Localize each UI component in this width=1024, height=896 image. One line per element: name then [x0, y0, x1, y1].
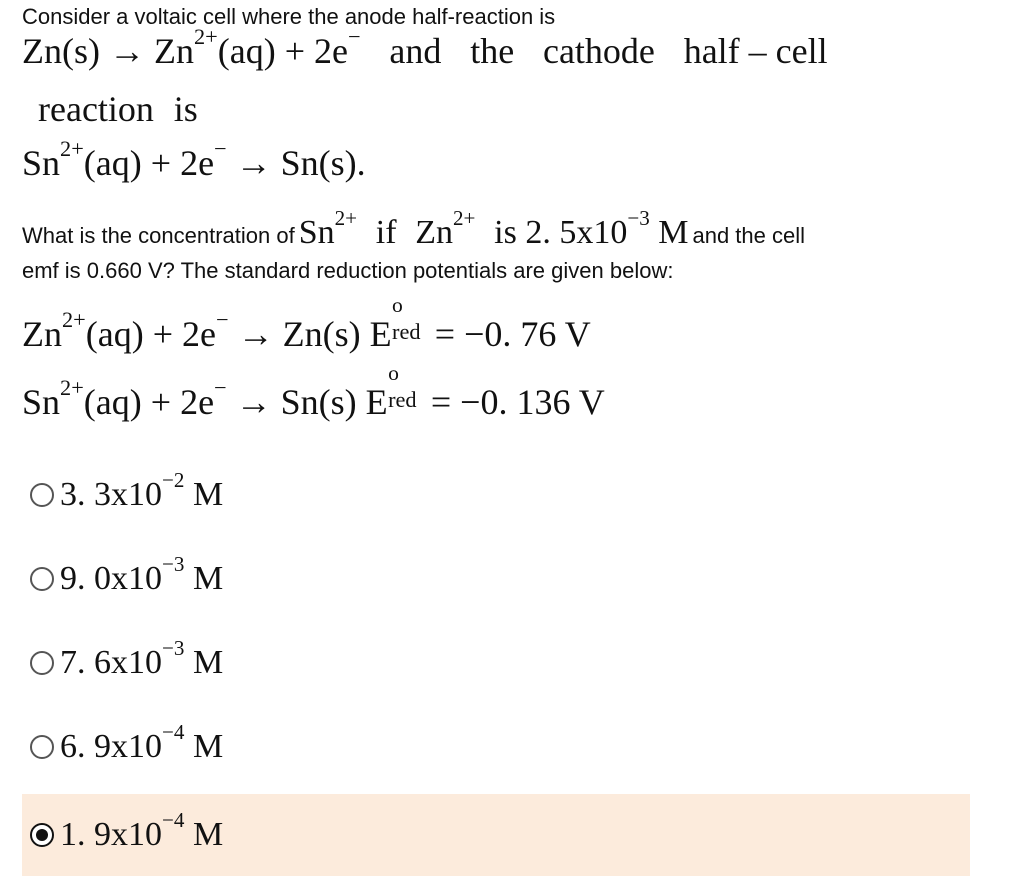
pot-aq: (aq) — [85, 314, 144, 354]
pot-E: E — [369, 314, 392, 354]
word-and: and — [389, 31, 442, 71]
answer-option-label — [60, 808, 224, 854]
option-mantissa: 1. 9x10 — [60, 816, 162, 853]
ask-prefix: What is the concentration of — [22, 223, 295, 248]
pot-standard-mark: o — [392, 293, 403, 318]
answer-option-label — [60, 468, 224, 514]
option-unit: M — [192, 816, 224, 853]
pot-value: −0. 136 V — [460, 382, 605, 422]
pot-solid: Sn(s) — [280, 382, 357, 422]
dash: – — [748, 31, 767, 71]
electrons: 2e — [180, 382, 215, 422]
plus: + — [284, 31, 306, 71]
arrow: → — [235, 143, 272, 183]
ask-unit: M — [658, 214, 689, 251]
plus: + — [150, 382, 172, 422]
word-cathode: cathode — [542, 31, 655, 71]
pot-standard-mark: o — [388, 361, 399, 386]
electrons: 2e — [314, 31, 349, 71]
anode-zn-ion: Zn — [154, 31, 194, 71]
word-is: is — [173, 89, 198, 129]
radio-button[interactable] — [30, 567, 54, 591]
anode-zn: Zn — [22, 31, 62, 71]
pot-solid: Zn(s) — [282, 314, 361, 354]
word-the: the — [470, 31, 515, 71]
electron-charge: − — [216, 307, 229, 333]
option-unit: M — [192, 476, 224, 513]
sn-potential-line — [22, 361, 605, 423]
ask-zn: Zn — [415, 214, 453, 251]
cathode-charge: 2+ — [60, 136, 84, 162]
cathode-aq: (aq) — [83, 143, 142, 183]
equals: = — [430, 382, 452, 422]
zn-potential-line — [22, 293, 591, 355]
answer-option-label — [60, 552, 224, 598]
electron-charge: − — [214, 375, 227, 401]
radio-button-selected[interactable] — [30, 823, 54, 847]
anode-zn-state: (s) — [62, 31, 100, 71]
radio-button[interactable] — [30, 735, 54, 759]
answer-option-label — [60, 636, 224, 682]
anode-aq: (aq) — [217, 31, 276, 71]
option-mantissa: 9. 0x10 — [60, 560, 162, 597]
plus: + — [150, 143, 172, 183]
question-ask-line2: emf is 0.660 V? The standard reduction potentials are given below: — [22, 258, 674, 283]
pot-value: −0. 76 V — [464, 314, 591, 354]
answer-option-1[interactable] — [22, 454, 970, 536]
anode-reaction-line — [22, 24, 828, 72]
option-mantissa: 6. 9x10 — [60, 728, 162, 765]
arrow: → — [109, 31, 145, 71]
ask-if: if — [375, 214, 397, 251]
option-exponent: −4 — [162, 808, 185, 833]
reaction-is-line — [38, 88, 198, 130]
electron-charge: − — [214, 136, 227, 162]
ask-exponent: −3 — [627, 206, 650, 231]
pot-charge: 2+ — [62, 307, 86, 333]
cathode-sn-ion: Sn — [22, 143, 61, 183]
electron-charge: − — [348, 24, 361, 50]
pot-aq: (aq) — [83, 382, 142, 422]
pot-red-sub: red — [392, 319, 421, 345]
anode-charge: 2+ — [194, 24, 218, 50]
pot-red-sub: red — [388, 387, 417, 413]
cathode-reaction-line — [22, 136, 366, 184]
radio-button[interactable] — [30, 651, 54, 675]
answer-option-label — [60, 720, 224, 766]
pot-ion: Zn — [22, 314, 62, 354]
word-reaction: reaction — [38, 89, 154, 129]
ask-suffix: and the cell — [692, 223, 806, 248]
equals: = — [434, 314, 456, 354]
ask-is: is — [494, 214, 517, 251]
option-unit: M — [192, 728, 224, 765]
option-unit: M — [192, 560, 224, 597]
pot-charge: 2+ — [60, 375, 84, 401]
option-exponent: −3 — [162, 636, 185, 661]
ask-zn-charge: 2+ — [453, 206, 476, 231]
electrons: 2e — [180, 143, 215, 183]
electrons: 2e — [182, 314, 217, 354]
word-half: half — [683, 31, 740, 71]
answer-option-3[interactable] — [22, 622, 970, 704]
option-mantissa: 7. 6x10 — [60, 644, 162, 681]
plus: + — [152, 314, 174, 354]
arrow: → — [235, 382, 272, 422]
option-exponent: −3 — [162, 552, 185, 577]
radio-dot — [36, 829, 48, 841]
cathode-sn-solid: Sn(s). — [280, 143, 366, 183]
radio-button[interactable] — [30, 483, 54, 507]
answer-option-2[interactable] — [22, 538, 970, 620]
ask-sn-charge: 2+ — [334, 206, 358, 231]
question-intro: Consider a voltaic cell where the anode half-reaction is — [22, 4, 556, 29]
option-unit: M — [192, 644, 224, 681]
pot-E: E — [365, 382, 388, 422]
option-exponent: −2 — [162, 468, 185, 493]
answer-option-5[interactable] — [22, 794, 970, 876]
ask-value: 2. 5x10 — [525, 214, 628, 251]
pot-ion: Sn — [22, 382, 61, 422]
arrow: → — [237, 314, 274, 354]
option-exponent: −4 — [162, 720, 185, 745]
ask-sn: Sn — [298, 214, 335, 251]
question-ask-line — [22, 206, 806, 252]
word-cell: cell — [775, 31, 828, 71]
answer-option-4[interactable] — [22, 706, 970, 788]
option-mantissa: 3. 3x10 — [60, 476, 162, 513]
